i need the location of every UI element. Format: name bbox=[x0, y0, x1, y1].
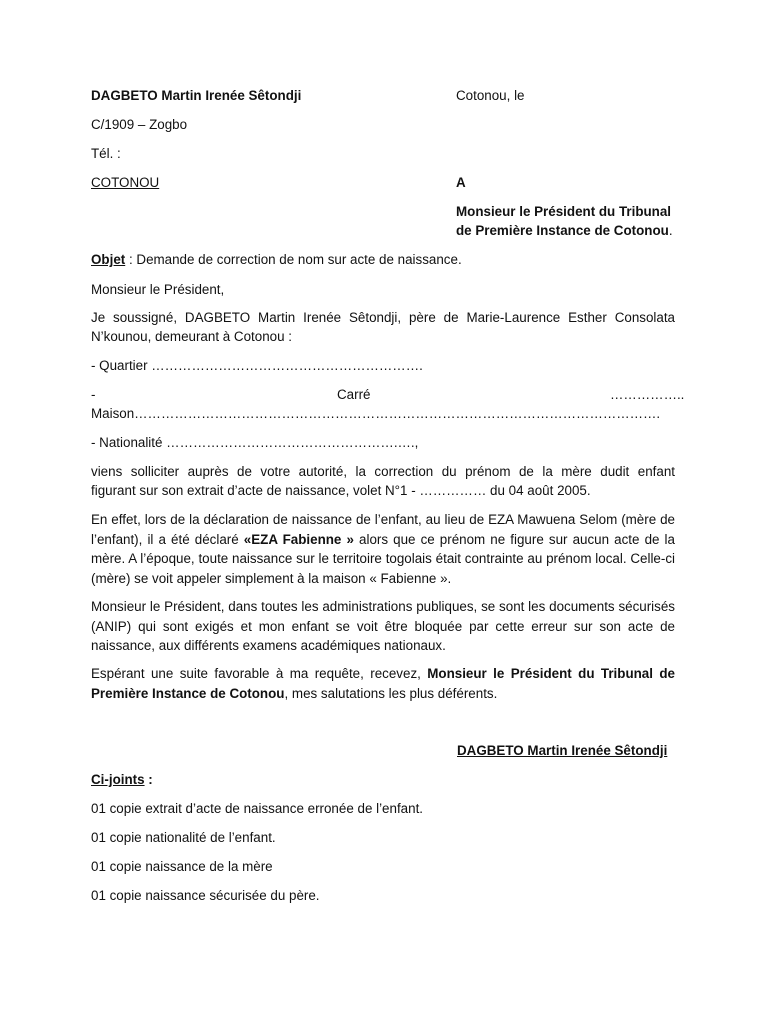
object-text: : Demande de correction de nom sur acte de naissance. bbox=[125, 252, 462, 267]
recipient-line1: Monsieur le Président du Tribunal bbox=[456, 204, 672, 219]
attachment-item: 01 copie naissance sécurisée du père. bbox=[91, 888, 320, 903]
salutation: Monsieur le Président, bbox=[91, 282, 225, 297]
request-line1: viens solliciter auprès de votre autorité, la correction du prénom de la mère dudit enfant bbox=[91, 464, 675, 479]
sender-ref: C/1909 – Zogbo bbox=[91, 117, 188, 132]
signature: DAGBETO Martin Irenée Sêtondji bbox=[457, 743, 668, 758]
field-maison: Maison………………………………………………………………………………………………………. bbox=[91, 406, 661, 421]
sender-name: DAGBETO Martin Irenée Sêtondji bbox=[91, 88, 302, 103]
sender-city: COTONOU bbox=[91, 175, 160, 190]
recipient-a: A bbox=[456, 175, 466, 190]
attachment-item: 01 copie nationalité de l’enfant. bbox=[91, 830, 276, 845]
request-line2: figurant sur son extrait d’acte de naissance, volet N°1 - …………… du 04 août 2005. bbox=[91, 483, 591, 498]
intro-line2: N’kounou, demeurant à Cotonou : bbox=[91, 329, 292, 344]
object-label: Objet bbox=[91, 252, 126, 267]
closing-part1: Espérant une suite favorable à ma requête, recevez, bbox=[91, 666, 428, 681]
attachment-item: 01 copie extrait d’acte de naissance erronée de l’enfant. bbox=[91, 801, 424, 816]
paragraph-declaration bbox=[91, 510, 675, 588]
field-carre-dash: - bbox=[91, 387, 96, 402]
attachments-label: Ci-joints bbox=[91, 772, 145, 787]
paragraph-declaration-part1: En effet, lors de la déclaration de naissance de l’enfant, au lieu de EZA Mawuena Selom (mère de l’enfant), il a été déclaré bbox=[91, 512, 675, 547]
closing-part2: , mes salutations les plus déférents. bbox=[284, 685, 498, 701]
closing-paragraph bbox=[91, 664, 675, 703]
paragraph-administrations: Monsieur le Président, dans toutes les administrations publiques, se sont les documents sécurisés (ANIP) qui sont exigés et mon enfant se voit être bloquée par cette erreur sur son acte de naissance, aux différents examens académiques nationaux. bbox=[91, 599, 675, 653]
attachments-label-suffix: : bbox=[144, 772, 153, 787]
recipient-line2 bbox=[456, 221, 673, 241]
sender-tel: Tél. : bbox=[91, 146, 121, 161]
declared-name: «EZA Fabienne » bbox=[243, 531, 354, 547]
field-nationalite: - Nationalité …………………………………………….…., bbox=[91, 435, 419, 450]
recipient-line2-end: . bbox=[668, 223, 673, 238]
closing-recipient: Monsieur le Président du Tribunal de Première Instance de Cotonou bbox=[91, 666, 675, 701]
attachment-item: 01 copie naissance de la mère bbox=[91, 859, 273, 874]
recipient-line2-text: de Première Instance de Cotonou bbox=[456, 223, 669, 238]
object-line bbox=[91, 250, 462, 270]
paragraph-declaration-part2: alors que ce prénom ne figure sur aucun acte de la mère. A l’époque, toute naissance sur le territoire togolais était contrainte au prénom local. Celle-ci (mère) se voit appeler simplement à la maison « Fabienne ». bbox=[91, 531, 675, 586]
field-carre-label: Carré bbox=[337, 387, 371, 402]
attachments-heading bbox=[91, 770, 153, 790]
intro-line1: Je soussigné, DAGBETO Martin Irenée Sêtondji, père de Marie-Laurence Esther Consolata bbox=[91, 310, 675, 325]
field-quartier: - Quartier ……………………………………………………. bbox=[91, 358, 423, 373]
place-date: Cotonou, le bbox=[456, 88, 525, 103]
field-carre-dots: …………….. bbox=[610, 387, 685, 402]
